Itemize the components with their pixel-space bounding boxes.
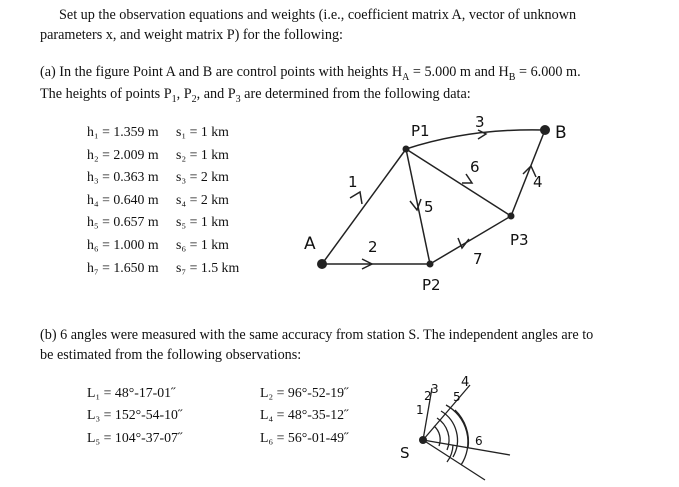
intro-line-1: Set up the observation equations and weights (i.e., coefficient matrix A, vector of unknown: [59, 7, 577, 23]
part-a-line-1-post: = 6.000 m.: [515, 64, 581, 80]
label-angle-5: 5: [453, 390, 461, 404]
label-p2: P2: [422, 276, 441, 294]
distance-value: s₁ = 1 km: [176, 124, 229, 139]
sub-2: 2: [191, 93, 197, 105]
label-b: B: [555, 123, 567, 143]
part-b-line-1: (b) 6 angles were measured with the same accuracy from station S. The independent angles are to: [40, 327, 594, 343]
height-value: h₃ = 0.363 m: [87, 169, 159, 184]
label-edge-1: 1: [348, 173, 358, 191]
angle-observation: L₆ = 56°-01-49˝: [260, 430, 349, 445]
label-p3: P3: [510, 231, 529, 249]
distance-value: s₅ = 1 km: [176, 214, 229, 229]
label-angle-2: 2: [424, 389, 432, 403]
height-value: h₂ = 2.009 m: [87, 147, 159, 162]
sep-2: , and P: [196, 86, 236, 102]
label-angle-1: 1: [416, 403, 424, 417]
label-edge-4: 4: [533, 173, 543, 191]
part-a-line-1-mid: = 5.000 m and H: [409, 64, 509, 80]
angle-observation: L₂ = 96°-52-19˝: [260, 385, 349, 400]
station-s: [419, 436, 427, 444]
angle-observation: L₅ = 104°-37-07˝: [87, 430, 183, 445]
label-angle-6: 6: [475, 434, 483, 448]
part-a-line-1-pre: (a) In the figure Point A and B are control points with heights H: [40, 64, 403, 80]
label-edge-2: 2: [368, 238, 378, 256]
distance-value: s₂ = 1 km: [176, 147, 229, 162]
distance-value: s₇ = 1.5 km: [176, 260, 240, 275]
distance-value: s₆ = 1 km: [176, 237, 229, 252]
angle-observation: L₃ = 152°-54-10˝: [87, 407, 183, 422]
angle-arc-3: [441, 411, 457, 457]
sub-a: A: [402, 71, 410, 83]
part-a-line-2-pre: The heights of points P: [40, 86, 172, 102]
sep-1: , P: [176, 86, 192, 102]
height-value: h₁ = 1.359 m: [87, 124, 159, 139]
sub-3: 3: [235, 93, 241, 105]
label-edge-3: 3: [475, 113, 485, 131]
height-value: h₅ = 0.657 m: [87, 214, 159, 229]
part-b-line-2: be estimated from the following observations:: [40, 347, 302, 363]
part-a-line-2-post: are determined from the following data:: [240, 86, 471, 102]
sub-b: B: [508, 71, 516, 83]
angle-observation: L₁ = 48°-17-01˝: [87, 385, 176, 400]
distance-value: s₄ = 2 km: [176, 192, 229, 207]
label-s: S: [400, 444, 410, 462]
label-edge-5: 5: [424, 198, 434, 216]
label-edge-6: 6: [470, 158, 480, 176]
distance-value: s₃ = 2 km: [176, 169, 229, 184]
label-edge-7: 7: [473, 250, 483, 268]
label-angle-4: 4: [461, 375, 470, 390]
height-value: h₄ = 0.640 m: [87, 192, 159, 207]
label-a: A: [304, 234, 316, 254]
sub-1: 1: [171, 93, 177, 105]
label-p1: P1: [411, 122, 430, 140]
height-value: h₆ = 1.000 m: [87, 237, 159, 252]
angle-observation: L₄ = 48°-35-12˝: [260, 407, 349, 422]
intro-line-2: parameters x, and weight matrix P) for the following:: [40, 27, 343, 43]
height-value: h₇ = 1.650 m: [87, 260, 159, 275]
label-angle-3: 3: [431, 382, 439, 396]
